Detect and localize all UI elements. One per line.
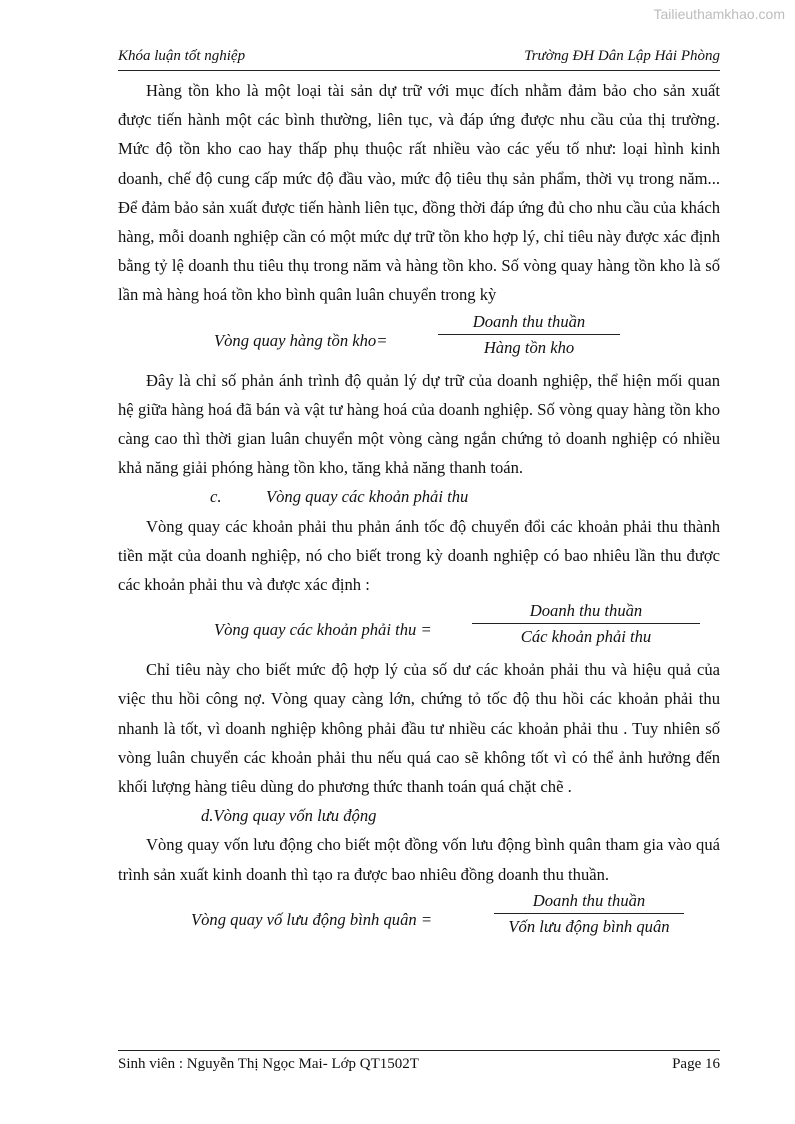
formula-numerator: Doanh thu thuần	[472, 311, 586, 331]
formula-numerator: Doanh thu thuần	[529, 601, 643, 621]
page-body	[118, 76, 720, 945]
header-left: Khóa luận tốt nghiệp	[118, 48, 246, 64]
formula-working-capital-turnover	[118, 889, 720, 945]
paragraph-inventory-explanation: Đây là chỉ số phản ánh trình độ quản lý dự trữ của doanh nghiệp, thể hiện mối quan hệ giữa hàng hoá đã bán và vật tư hàng hoá của doanh nghiệp. Số vòng quay hàng tồn kho càng cao thì thời gian luân chuyển một vòng càng ngắn chứng tỏ doanh nghiệp có nhiều khả năng giải phóng hàng tồn kho, tăng khả năng thanh toán.	[118, 370, 720, 478]
formula-lhs: Vòng quay vố lưu động bình quân =	[191, 909, 433, 929]
formula-denominator: Vốn lưu động bình quân	[508, 916, 670, 936]
page-header	[118, 48, 720, 65]
formula-fraction	[472, 599, 700, 650]
paragraph-inventory: Hàng tồn kho là một loại tài sản dự trữ với mục đích nhằm đảm bảo cho sản xuất được tiến hành một các bình thường, liên tục, và đáp ứng được nhu cầu của thị trường. Mức độ tồn kho cao hay thấp phụ thuộc rất nhiều vào các yếu tố như: loại hình kinh doanh, chế độ cung cấp mức độ đầu vào, mức độ tiêu thụ sản phẩm, thời vụ trong năm... Để đảm bảo sản xuất được tiến hành liên tục, đồng thời đáp ứng đủ cho nhu cầu của khách hàng, mỗi doanh nghiệp cần có một mức dự trữ tồn kho hợp lý, chỉ tiêu này được xác định bằng tỷ lệ doanh thu tiêu thụ trong năm và hàng tồn kho. Số vòng quay hàng tồn kho là số lần mà hàng hoá tồn kho bình quân luân chuyển trong kỳ	[118, 81, 720, 305]
formula-lhs: Vòng quay hàng tồn kho=	[214, 330, 388, 350]
header-divider	[118, 70, 720, 71]
footer-divider	[118, 1050, 720, 1051]
heading-c-letter: c.	[210, 487, 222, 507]
paragraph-receivables: Vòng quay các khoản phải thu phản ánh tốc độ chuyển đổi các khoản phải thu thành tiền mặt của doanh nghiệp, nó cho biết trong kỳ doanh nghiệp có bao nhiêu lần thu được các khoản phải thu và được xác định :	[118, 516, 720, 595]
page-footer	[118, 1056, 720, 1073]
paragraph-working-capital: Vòng quay vốn lưu động cho biết một đồng vốn lưu động bình quân tham gia vào quá trình sản xuất kinh doanh thì tạo ra được bao nhiêu đồng doanh thu thuần.	[118, 835, 720, 884]
formula-inventory-turnover	[118, 310, 720, 366]
formula-denominator: Các khoản phải thu	[520, 627, 652, 647]
section-heading-c	[118, 482, 720, 511]
formula-lhs: Vòng quay các khoản phải thu =	[214, 620, 432, 640]
page-number: Page 16	[672, 1056, 720, 1072]
section-heading-d: d.Vòng quay vốn lưu động	[201, 806, 377, 826]
watermark: Tailieuthamkhao.com	[653, 6, 785, 22]
formula-fraction	[494, 889, 684, 940]
formula-receivables-turnover	[118, 599, 720, 655]
footer-student: Sinh viên : Nguyễn Thị Ngọc Mai- Lớp QT1502T	[118, 1056, 419, 1072]
formula-numerator: Doanh thu thuần	[532, 890, 646, 910]
formula-fraction	[438, 310, 620, 361]
heading-c-title: Vòng quay các khoản phải thu	[266, 487, 469, 507]
formula-denominator: Hàng tồn kho	[483, 337, 575, 357]
paragraph-receivables-explanation: Chỉ tiêu này cho biết mức độ hợp lý của số dư các khoản phải thu và hiệu quả của việc thu hồi công nợ. Vòng quay càng lớn, chứng tỏ tốc độ thu hồi các khoản phải thu nhanh là tốt, vì doanh nghiệp không phải đầu tư nhiều các khoản phải thu . Tuy nhiên số vòng luân chuyển các khoản phải thu nếu quá cao sẽ không tốt vì có thể ảnh hưởng đến khối lượng hàng tiêu dùng do phương thức thanh toán quá chặt chẽ .	[118, 660, 720, 797]
header-right: Trường ĐH Dân Lập Hải Phòng	[524, 48, 720, 64]
